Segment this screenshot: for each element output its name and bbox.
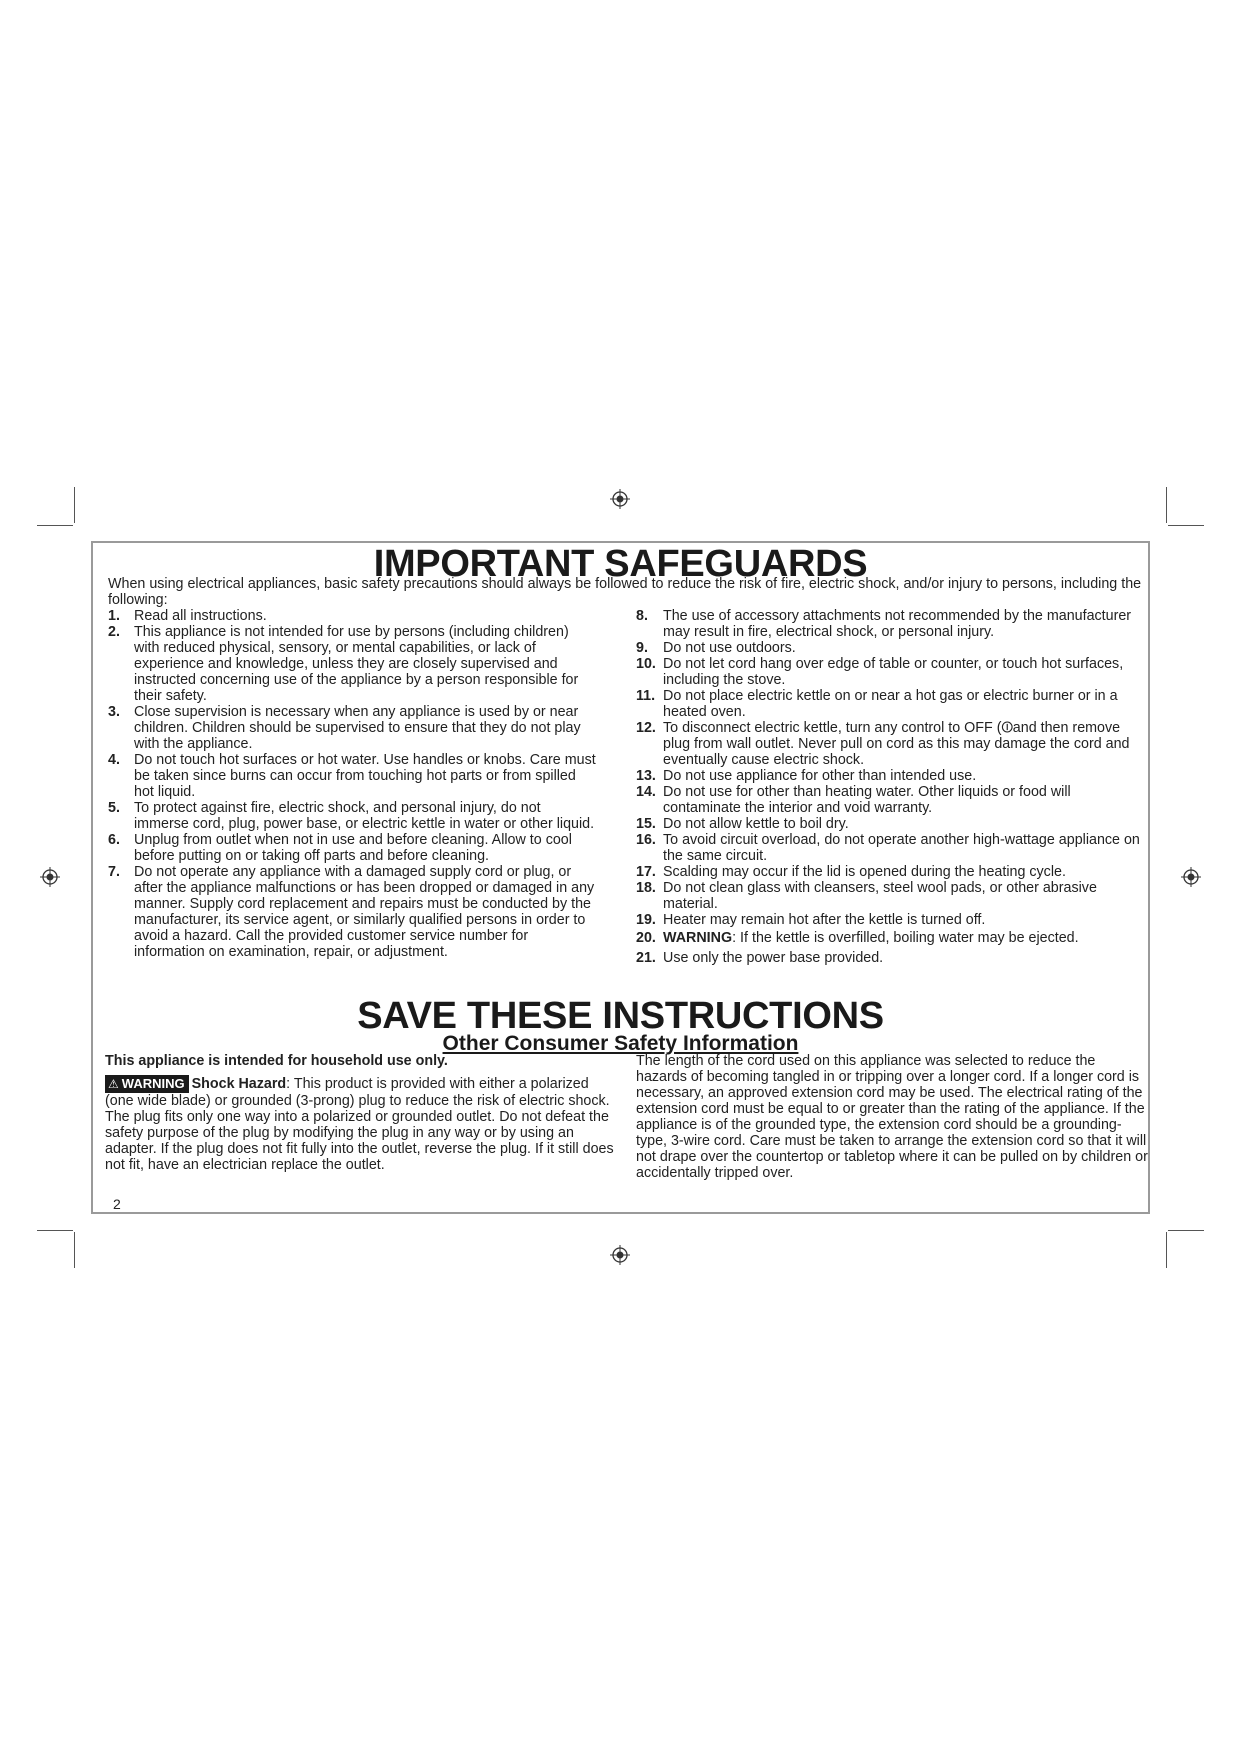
registration-mark-icon xyxy=(40,867,60,887)
list-item xyxy=(636,608,1146,640)
item-text: Do not use for other than heating water. Other liquids or food will contaminate the interior and void warranty. xyxy=(663,784,1071,816)
item-number: 16. xyxy=(636,832,656,848)
crop-mark xyxy=(37,1230,73,1231)
list-item xyxy=(108,800,598,832)
item-number: 19. xyxy=(636,912,656,928)
item-text: Close supervision is necessary when any appliance is used by or near children. Children should be supervised to ensure that they do not play with the appliance. xyxy=(134,704,581,752)
list-item xyxy=(636,768,1146,784)
extension-cord-paragraph: The length of the cord used on this appliance was selected to reduce the hazards of becoming tangled in or tripping over a longer cord. If a longer cord is necessary, an approved extension cord may be used. The electrical rating of the extension cord must be equal to or greater than the rating of the appliance. If the appliance is of the grounded type, the extension cord should be a grounding-type, 3-wire cord. Care must be taken to arrange the extension cord so that it will not drape over the countertop or tabletop where it can be pulled on by children or accidentally tripped over. xyxy=(636,1053,1148,1181)
item-text: To avoid circuit overload, do not operate another high-wattage appliance on the same circuit. xyxy=(663,832,1140,864)
item-number: 9. xyxy=(636,640,648,656)
item-text: : If the kettle is overfilled, boiling water may be ejected. xyxy=(732,930,1079,946)
shock-hazard-label: Shock Hazard xyxy=(191,1076,287,1092)
warning-badge xyxy=(105,1075,189,1093)
crop-mark xyxy=(1168,525,1204,526)
item-number: 14. xyxy=(636,784,656,800)
list-item xyxy=(636,720,1146,768)
item-text: Do not clean glass with cleansers, steel wool pads, or other abrasive material. xyxy=(663,880,1097,912)
item-text: Do not use appliance for other than intended use. xyxy=(663,768,977,784)
registration-mark-icon xyxy=(1181,867,1201,887)
crop-mark xyxy=(74,1232,75,1268)
item-text: Unplug from outlet when not in use and before cleaning. Allow to cool before putting on or taking off parts and before cleaning. xyxy=(134,832,572,864)
save-instructions-heading: SAVE THESE INSTRUCTIONS xyxy=(357,995,884,1037)
list-item xyxy=(108,704,598,752)
item-number: 7. xyxy=(108,864,120,880)
list-item xyxy=(636,864,1146,880)
list-item xyxy=(636,688,1146,720)
list-item xyxy=(108,608,598,624)
item-number: 4. xyxy=(108,752,120,768)
page-title: IMPORTANT SAFEGUARDS xyxy=(373,543,868,585)
registration-mark-icon xyxy=(610,489,630,509)
safeguards-panel xyxy=(91,541,1150,1214)
safeguards-list-left xyxy=(108,608,598,960)
item-number: 12. xyxy=(636,720,656,736)
item-text: This appliance is not intended for use by persons (including children) with reduced physical, sensory, or mental capabilities, or lack of experience and knowledge, unless they are closely supervised and instructed concerning use of the appliance by a person responsible for their safety. xyxy=(134,624,579,704)
crop-mark xyxy=(1166,1232,1167,1268)
list-item xyxy=(636,930,1146,946)
shock-hazard-section xyxy=(105,1053,617,1173)
item-text: Do not use outdoors. xyxy=(663,640,796,656)
shock-hazard-paragraph xyxy=(105,1075,617,1173)
item-number: 17. xyxy=(636,864,656,880)
item-number: 18. xyxy=(636,880,656,896)
item-number: 1. xyxy=(108,608,120,624)
crop-mark xyxy=(1168,1230,1204,1231)
warning-triangle-icon: ⚠ xyxy=(108,1077,119,1091)
warning-badge-label: WARNING xyxy=(121,1076,185,1091)
list-item xyxy=(636,912,1146,928)
item-number: 6. xyxy=(108,832,120,848)
list-item xyxy=(108,624,598,704)
shock-hazard-text: : This product is provided with either a polarized (one wide blade) or grounded (3-prong) plug to reduce the risk of electric shock. The plug fits only one way into a polarized or grounded outlet. Do not defeat the safety purpose of the plug by modifying the plug in any way or by using an adapter. If the plug does not fit fully into the outlet, reverse the plug. If it still does not fit, have an electrician replace the outlet. xyxy=(105,1076,614,1173)
item-number: 10. xyxy=(636,656,656,672)
item-text: Do not allow kettle to boil dry. xyxy=(663,816,849,832)
list-item xyxy=(636,816,1146,832)
page-number: 2 xyxy=(113,1196,121,1212)
crop-mark xyxy=(1166,487,1167,523)
item-text: To disconnect electric kettle, turn any control to OFF (⏼and then remove plug from wall outlet. Never pull on cord as this may damage the cord and eventually cause electric shock. xyxy=(663,720,1130,768)
list-item xyxy=(108,752,598,800)
item-number: 15. xyxy=(636,816,656,832)
list-item xyxy=(108,864,598,960)
item-number: 2. xyxy=(108,624,120,640)
item-number: 11. xyxy=(636,688,656,704)
item-text: Do not touch hot surfaces or hot water. Use handles or knobs. Care must be taken since burns can occur from touching hot parts or from spilled hot liquid. xyxy=(134,752,596,800)
crop-mark xyxy=(37,525,73,526)
item-text: Do not place electric kettle on or near a hot gas or electric burner or in a heated oven. xyxy=(663,688,1118,720)
consumer-safety-subtitle: Other Consumer Safety Information xyxy=(442,1032,799,1055)
safeguards-list-right xyxy=(636,608,1146,966)
item-number: 5. xyxy=(108,800,120,816)
item-text: Heater may remain hot after the kettle is turned off. xyxy=(663,912,986,928)
item-text: Do not operate any appliance with a damaged supply cord or plug, or after the appliance malfunctions or has been dropped or damaged in any manner. Supply cord replacement and repairs must be conducted by the manufacturer, its service agent, or similarly qualified persons in order to avoid a hazard. Call the provided customer service number for information on examination, repair, or adjustment. xyxy=(134,864,595,960)
item-number: 13. xyxy=(636,768,656,784)
list-item xyxy=(636,880,1146,912)
list-item xyxy=(636,784,1146,816)
item-text: Read all instructions. xyxy=(134,608,267,624)
crop-mark xyxy=(74,487,75,523)
item-text: Do not let cord hang over edge of table or counter, or touch hot surfaces, including the stove. xyxy=(663,656,1124,688)
list-item xyxy=(636,950,1146,966)
list-item xyxy=(108,832,598,864)
warning-label: WARNING xyxy=(663,930,733,946)
household-use-notice: This appliance is intended for household use only. xyxy=(105,1053,448,1069)
item-text: Scalding may occur if the lid is opened during the heating cycle. xyxy=(663,864,1066,880)
item-number: 20. xyxy=(636,930,656,946)
list-item xyxy=(636,832,1146,864)
item-number: 21. xyxy=(636,950,656,966)
registration-mark-icon xyxy=(610,1245,630,1265)
item-number: 8. xyxy=(636,608,648,624)
intro-paragraph: When using electrical appliances, basic safety precautions should always be followed to reduce the risk of fire, electric shock, and/or injury to persons, including the following: xyxy=(108,576,1142,608)
list-item xyxy=(636,656,1146,688)
item-text: The use of accessory attachments not recommended by the manufacturer may result in fire, electrical shock, or personal injury. xyxy=(663,608,1132,640)
item-text: Use only the power base provided. xyxy=(663,950,884,966)
list-item xyxy=(636,640,1146,656)
item-text: To protect against fire, electric shock, and personal injury, do not immerse cord, plug, power base, or electric kettle in water or other liquid. xyxy=(134,800,595,832)
item-number: 3. xyxy=(108,704,120,720)
